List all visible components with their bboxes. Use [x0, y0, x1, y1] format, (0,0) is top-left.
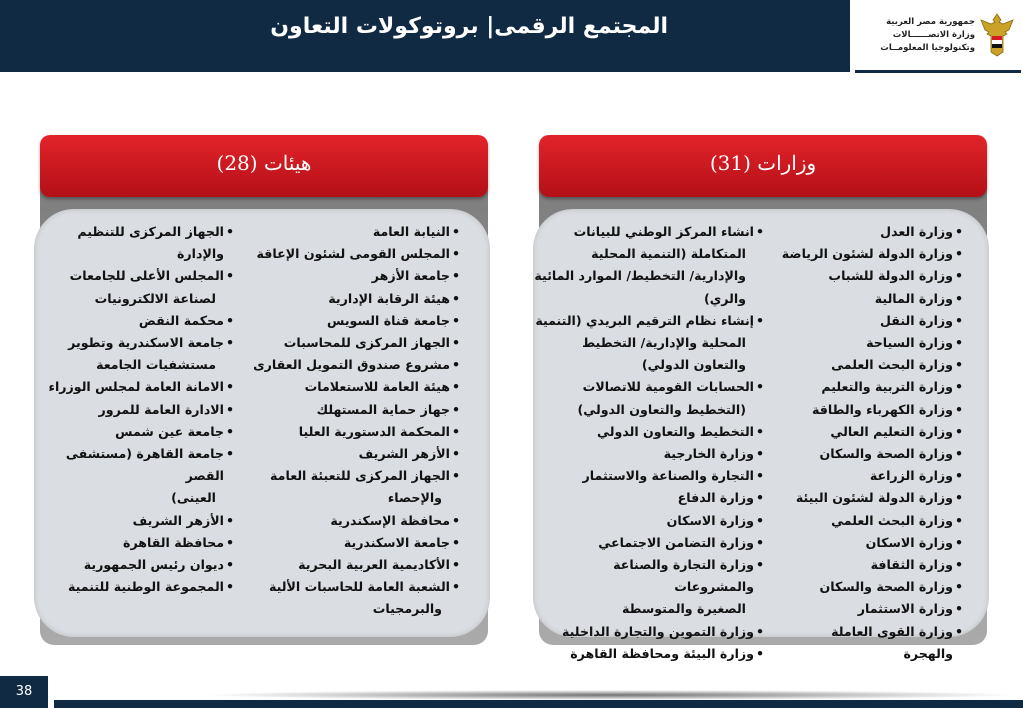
authorities-header	[40, 135, 488, 197]
title-bar	[0, 0, 850, 72]
logo-line-2: وزارة الاتصــــــالات	[892, 30, 975, 40]
list-item: • وزارة الاستثمار	[778, 598, 963, 620]
list-item: • جامعة الاسكندرية وتطوير	[34, 332, 234, 354]
page-number: 38	[15, 684, 33, 699]
list-item: • وزارة العدل	[778, 221, 963, 243]
list-item: • وزارة القوى العاملة والهجرة	[778, 621, 963, 665]
list-item: • وزارة الدفاع	[532, 487, 764, 509]
list-item-continuation: العينى)	[171, 490, 216, 506]
list-item: • المجموعة الوطنية للتنمية	[34, 576, 234, 598]
list-item: • المجلس الأعلى للجامعات	[34, 265, 234, 287]
slide-title: المجتمع الرقمى| بروتوكولات التعاون	[270, 14, 668, 39]
logo-line-3: وتكنولوجيا المعلومــات	[880, 43, 975, 53]
list-item: • وزارة الخارجية	[532, 443, 764, 465]
ministries-list-area	[533, 209, 989, 661]
list-item-continuation: المحلية والإدارية/ التخطيط	[582, 335, 746, 351]
eagle-emblem-icon	[979, 12, 1015, 58]
list-item: • جامعة الأزهر	[230, 265, 460, 287]
list-item: • وزارة المالية	[778, 288, 963, 310]
list-item: • جهاز حماية المستهلك	[230, 399, 460, 421]
list-item: • المجلس القومى لشئون الإعاقة	[230, 243, 460, 265]
list-item-continuation: مستشفيات الجامعة	[96, 357, 216, 373]
list-item-continuation: المتكاملة (التنمية المحلية	[591, 246, 746, 262]
list-item: • وزارة الاسكان	[778, 532, 963, 554]
list-item: • وزارة البحث العلمي	[778, 510, 963, 532]
list-item: • التجارة والصناعة والاستثمار	[532, 465, 764, 487]
list-item: • وزارة الاسكان	[532, 510, 764, 532]
list-item: • جامعة قناة السويس	[230, 310, 460, 332]
ministries-column-left	[532, 221, 764, 665]
list-item: • المحكمة الدستورية العليا	[230, 421, 460, 443]
footer-bar	[54, 700, 1023, 708]
list-item: • إنشاء نظام الترقيم البريدي (التنمية	[532, 310, 764, 332]
list-item-continuation: (التخطيط والتعاون الدولي)	[577, 401, 746, 417]
authorities-title: هيئات (28)	[216, 151, 312, 175]
list-item: • وزارة التربية والتعليم	[778, 376, 963, 398]
list-item: • وزارة التعليم العالي	[778, 421, 963, 443]
list-item-continuation: والإحصاء	[387, 490, 442, 506]
ministry-logo	[855, 2, 1021, 73]
list-item: • محكمة النقض	[34, 310, 234, 332]
list-item: • محافظة الإسكندرية	[230, 510, 460, 532]
authorities-column-left	[34, 221, 234, 598]
list-item: • الجهاز المركزى للتنظيم والإدارة	[34, 221, 234, 265]
footer-shadow	[200, 690, 1020, 700]
ministries-column-right	[778, 221, 963, 665]
list-item-continuation: الصغيرة والمتوسطة	[621, 601, 746, 617]
list-item: • وزارة الدولة لشئون البيئة	[778, 487, 963, 509]
list-item: • وزارة الدولة للشباب	[778, 265, 963, 287]
list-item: • الأزهر الشريف	[230, 443, 460, 465]
list-item: • الجهاز المركزى للمحاسبات	[230, 332, 460, 354]
authorities-column-right	[230, 221, 460, 621]
list-item-continuation: والإدارية/ التخطيط/ الموارد المائية	[534, 268, 746, 284]
list-item: • التخطيط والتعاون الدولي	[532, 421, 764, 443]
list-item: • وزارة النقل	[778, 310, 963, 332]
list-item: • وزارة البيئة ومحافظة القاهرة	[532, 643, 764, 665]
list-item: • وزارة الكهرباء والطاقة	[778, 399, 963, 421]
list-item: • ديوان رئيس الجمهورية	[34, 554, 234, 576]
list-item: • الأكاديمية العربية البحرية	[230, 554, 460, 576]
list-item-continuation: والري)	[703, 290, 746, 306]
list-item: • محافظة القاهرة	[34, 532, 234, 554]
list-item: • انشاء المركز الوطني للبيانات	[532, 221, 764, 243]
ministries-panel	[534, 135, 987, 661]
list-item: • هيئة الرقابة الإدارية	[230, 288, 460, 310]
list-item: • وزارة التجارة والصناعة والمشروعات	[532, 554, 764, 598]
list-item: • وزارة الصحة والسكان	[778, 443, 963, 465]
list-item: • الامانة العامة لمجلس الوزراء	[34, 376, 234, 398]
list-item: • الأزهر الشريف	[34, 510, 234, 532]
list-item: • الشعبة العامة للحاسبات الألية	[230, 576, 460, 598]
list-item-continuation: والبرمجيات	[372, 601, 442, 617]
ministries-header	[539, 135, 987, 197]
list-item: • وزارة التضامن الاجتماعي	[532, 532, 764, 554]
list-item: • هيئة العامة للاستعلامات	[230, 376, 460, 398]
list-item: • الادارة العامة للمرور	[34, 399, 234, 421]
list-item: • الجهاز المركزى للتعبئة العامة	[230, 465, 460, 487]
list-item: • جامعة الاسكندرية	[230, 532, 460, 554]
ministries-title: وزارات (31)	[709, 151, 817, 175]
list-item: • مشروع صندوق التمويل العقارى	[230, 354, 460, 376]
list-item: • وزارة الدولة لشئون الرياضة	[778, 243, 963, 265]
list-item: • النيابة العامة	[230, 221, 460, 243]
list-item: • وزارة السياحة	[778, 332, 963, 354]
list-item-continuation: والتعاون الدولي)	[641, 357, 746, 373]
ministry-name	[880, 16, 975, 55]
logo-line-1: جمهورية مصر العربية	[886, 17, 975, 27]
list-item: • جامعة القاهرة (مستشفى القصر	[34, 443, 234, 487]
list-item: • وزارة الصحة والسكان	[778, 576, 963, 598]
list-item: • جامعة عين شمس	[34, 421, 234, 443]
list-item: • وزارة التموين والتجارة الداخلية	[532, 621, 764, 643]
authorities-panel	[40, 135, 488, 645]
list-item: • وزارة الزراعة	[778, 465, 963, 487]
list-item-continuation: لصناعة الالكترونيات	[94, 290, 216, 306]
list-item: • وزارة الثقافة	[778, 554, 963, 576]
slide-header	[0, 0, 1023, 72]
authorities-list-area	[34, 209, 490, 637]
list-item: • وزارة البحث العلمى	[778, 354, 963, 376]
list-item: • الحسابات القومية للاتصالات	[532, 376, 764, 398]
page-number-box	[0, 676, 48, 708]
